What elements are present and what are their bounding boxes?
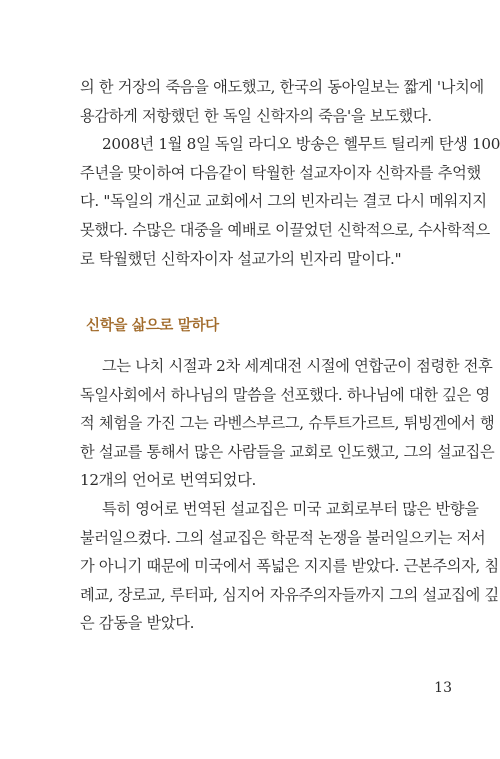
text-line: 다. "독일의 개신교 교회에서 그의 빈자리는 결코 다시 메워지지 [80, 192, 487, 211]
text-line: 독일사회에서 하나님의 말씀을 선포했다. 하나님에 대한 깊은 영 [80, 385, 490, 404]
text-line: 가 아니기 때문에 미국에서 폭넓은 지지를 받았다. 근본주의자, 침 [80, 557, 499, 576]
text-line: 은 감동을 받았다. [80, 614, 195, 633]
body-text-bottom [80, 352, 499, 638]
text-line: 로 탁월했던 신학자이자 설교가의 빈자리 말이다." [80, 249, 402, 268]
text-line: 주년을 맞이하여 다음같이 탁월한 설교자이자 신학자를 추억했 [80, 163, 481, 182]
paragraph-preaching [80, 352, 495, 495]
text-line: 용감하게 저항했던 한 독일 신학자의 죽음'을 보도했다. [80, 106, 432, 125]
page-number: 13 [434, 680, 452, 696]
section-heading: 신학을 삶으로 말하다 [86, 318, 219, 334]
paragraph-radio-broadcast [80, 130, 500, 273]
text-line: 불러일으켰다. 그의 설교집은 학문적 논쟁을 불러일으키는 저서 [80, 528, 486, 547]
text-line: 12개의 언어로 번역되었다. [80, 471, 257, 490]
text-line: 적 체험을 가진 그는 라벤스부르그, 슈투트가르트, 튀빙겐에서 행 [80, 414, 495, 433]
text-line: 특히 영어로 번역된 설교집은 미국 교회로부터 많은 반향을 [102, 499, 479, 518]
paragraph-continuation [80, 73, 484, 130]
text-line: 그는 나치 시절과 2차 세계대전 시절에 연합군이 점령한 전후 [102, 357, 493, 375]
text-line: 례교, 장로교, 루터파, 심지어 자유주의자들까지 그의 설교집에 깊 [80, 585, 499, 604]
text-line: 한 설교를 통해서 많은 사람들을 교회로 인도했고, 그의 설교집은 [80, 442, 495, 461]
text-line: 못했다. 수많은 대중을 예배로 이끌었던 신학적으로, 수사학적으 [80, 220, 490, 239]
text-line: 2008년 1월 8일 독일 라디오 방송은 헬무트 틸리케 탄생 100 [102, 135, 500, 154]
body-text-top [80, 73, 500, 273]
paragraph-english-translation [80, 495, 499, 638]
text-line: 의 한 거장의 죽음을 애도했고, 한국의 동아일보는 짧게 '나치에 [80, 78, 484, 96]
